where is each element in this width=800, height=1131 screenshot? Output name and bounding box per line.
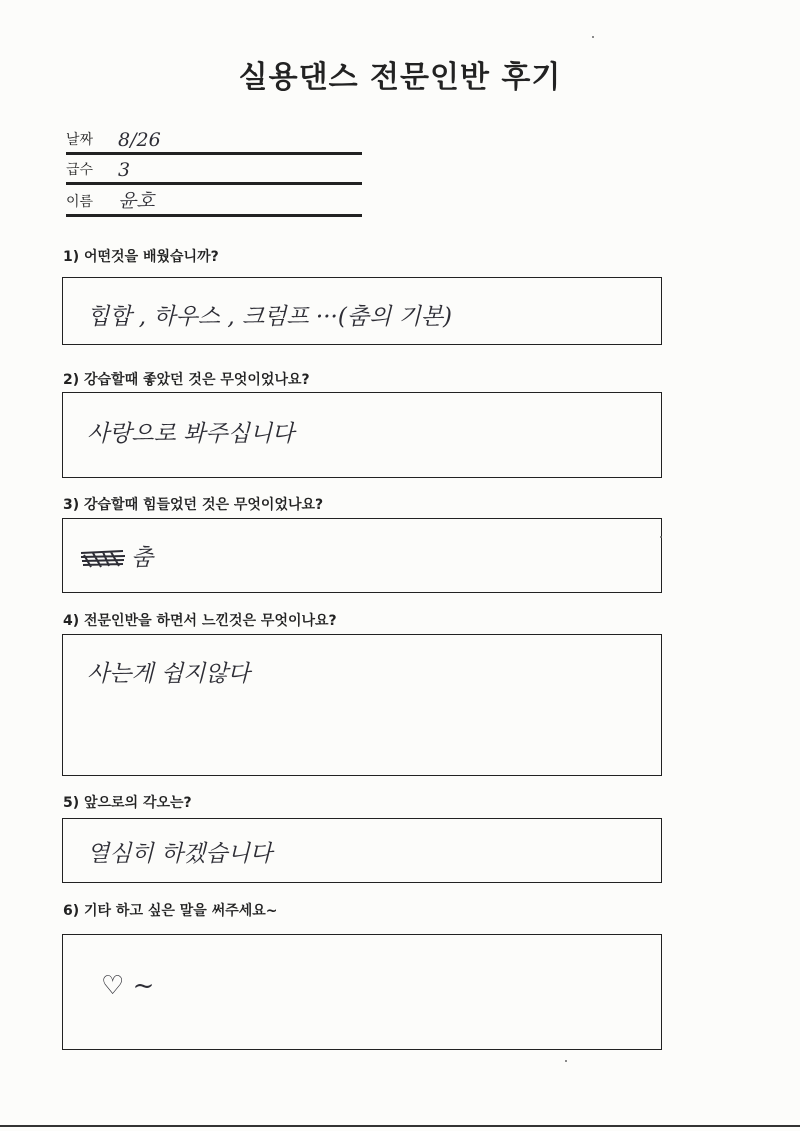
scan-speck [660, 536, 662, 538]
question-3-label: 3) 강습할때 힘들었던 것은 무엇이었나요? [63, 497, 324, 513]
scan-speck [592, 36, 594, 38]
answer-2-text: 사랑으로 봐주십니다 [87, 421, 295, 447]
question-1-label: 1) 어떤것을 배웠습니까? [63, 249, 219, 265]
answer-1-box [62, 277, 662, 345]
name-row [66, 187, 362, 217]
scan-speck [565, 1060, 567, 1062]
grade-underline [66, 182, 362, 185]
answer-4-box [62, 634, 662, 776]
answer-3-text: 춤 [131, 545, 154, 571]
grade-value: 3 [118, 159, 131, 181]
grade-row [66, 155, 362, 185]
question-2-label: 2) 강습할때 좋았던 것은 무엇이었나요? [63, 372, 310, 388]
name-label: 이름 [66, 194, 94, 210]
name-value: 윤호 [118, 190, 155, 212]
question-4-label: 4) 전문인반을 하면서 느낀것은 무엇이나요? [63, 613, 337, 629]
name-underline [66, 214, 362, 217]
question-6-label: 6) 기타 하고 싶은 말을 써주세요~ [63, 903, 278, 919]
answer-5-text: 열심히 하겠습니다 [87, 841, 273, 867]
answer-1-text: 힙합 , 하우스 , 크럼프 ···(춤의 기본) [87, 304, 452, 330]
grade-label: 급수 [66, 162, 94, 178]
page-title: 실용댄스 전문인반 후기 [238, 60, 562, 95]
date-label: 날짜 [66, 132, 94, 148]
scan-edge-line [0, 1125, 800, 1127]
answer-3-box [62, 518, 662, 593]
date-row [66, 125, 362, 155]
answer-2-box [62, 392, 662, 478]
date-value: 8/26 [118, 129, 161, 151]
crossed-out-scribble [79, 541, 129, 571]
answer-5-box [62, 818, 662, 883]
question-5-label: 5) 앞으로의 각오는? [63, 795, 192, 811]
answer-4-text: 사는게 쉽지않다 [87, 661, 250, 687]
answer-6-text: ♡ ~ [101, 971, 155, 1001]
answer-6-box [62, 934, 662, 1050]
